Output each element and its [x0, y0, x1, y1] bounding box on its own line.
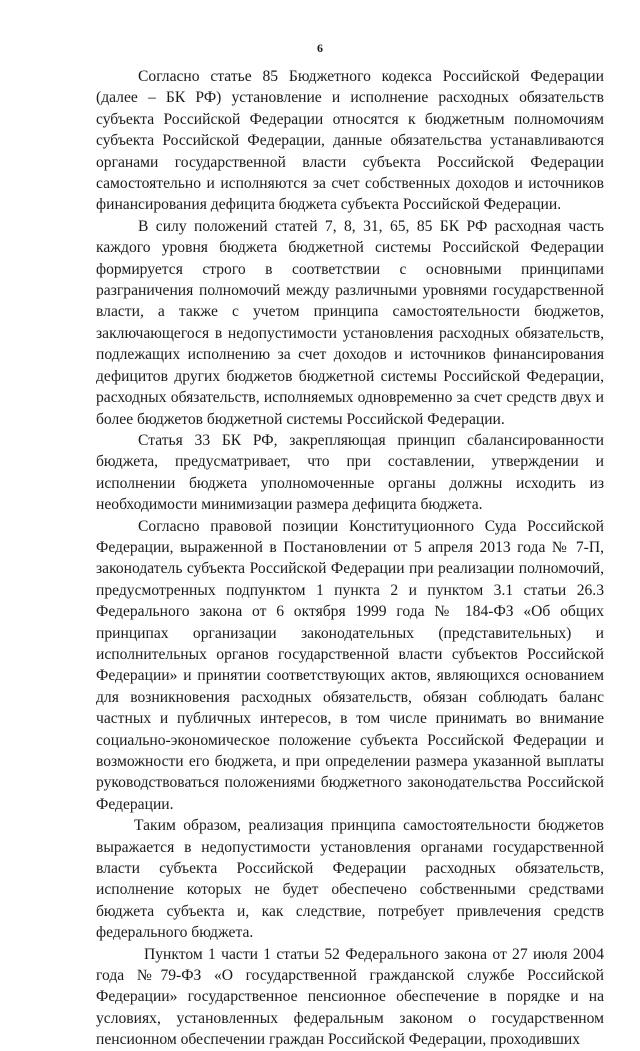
page-number: 6 [317, 41, 323, 55]
paragraph-conclusion: Таким образом, реализация принципа самостоятельности бюджетов выражается в недопустимости установления органами государственной власти субъекта Российской Федерации расходных обязательств, исполнение которых не будет обеспечено собственными средствами бюджета субъекта и, как следствие, потребует привлечения средств федерального бюджета. [96, 817, 604, 942]
document-body [96, 66, 604, 1051]
paragraph-budget-code-article-85: Согласно статье 85 Бюджетного кодекса Российской Федерации (далее – БК РФ) установление и исполнение расходных обязательств субъекта Российской Федерации относятся к бюджетным полномочиям субъекта Российской Федерации, данные обязательства устанавливаются органами государственной власти субъекта Российской Федерации самостоятельно и исполняются за счет собственных доходов и источников финансирования дефицита бюджета субъекта Российской Федерации. [96, 68, 604, 214]
paragraph-federal-law-79: Пунктом 1 части 1 статьи 52 Федерального закона от 27 июля 2004 года №79-ФЗ «О государственной гражданской службе Российской Федерации» государственное пенсионное обеспечение в порядке и на условиях, установленных федеральным законом о государственном пенсионном обеспечении граждан Российской Федерации, проходивших [96, 945, 604, 1049]
paragraph-constitutional-court-position: Согласно правовой позиции Конституционного Суда Российской Федерации, выраженной в Постановлении от 5 апреля 2013 года № 7-П, законодатель субъекта Российской Федерации при реализации полномочий, предусмотренных подпунктом 1 пункта 2 и пунктом 3.1 статьи 26.3 Федерального закона от 6 октября 1999 года № 184-ФЗ «Об общих принципах организации законодательных (представительных) и исполнительных органов государственной власти субъектов Российской Федерации» и принятии соответствующих актов, являющихся основанием для возникновения расходных обязательств, обязан соблюдать баланс частных и публичных интересов, в том числе принимать во внимание социально-экономическое положение субъекта Российской Федерации и возможности его бюджета, и при определении размера указанной выплаты руководствоваться положениями бюджетного законодательства Российской Федерации. [96, 517, 604, 813]
paragraph-article-33-balance: Статья 33 БК РФ, закрепляющая принцип сбалансированности бюджета, предусматривает, что при составлении, утверждении и исполнении бюджета уполномоченные органы должны исходить из необходимости минимизации размера дефицита бюджета. [96, 431, 604, 514]
paragraph-budget-system-principles: В силу положений статей 7, 8, 31, 65, 85 БК РФ расходная часть каждого уровня бюджета бюджетной системы Российской Федерации формируется строго в соответствии с основными принципами разграничения полномочий между различными уровнями государственной власти, а также с учетом принципа самостоятельности бюджетов, заключающегося в недопустимости установления расходных обязательств, подлежащих исполнению за счет доходов и источников финансирования дефицитов других бюджетов бюджетной системы Российской Федерации, расходных обязательств, исполняемых одновременно за счет средств двух и более бюджетов бюджетной системы Российской Федерации. [96, 217, 604, 428]
